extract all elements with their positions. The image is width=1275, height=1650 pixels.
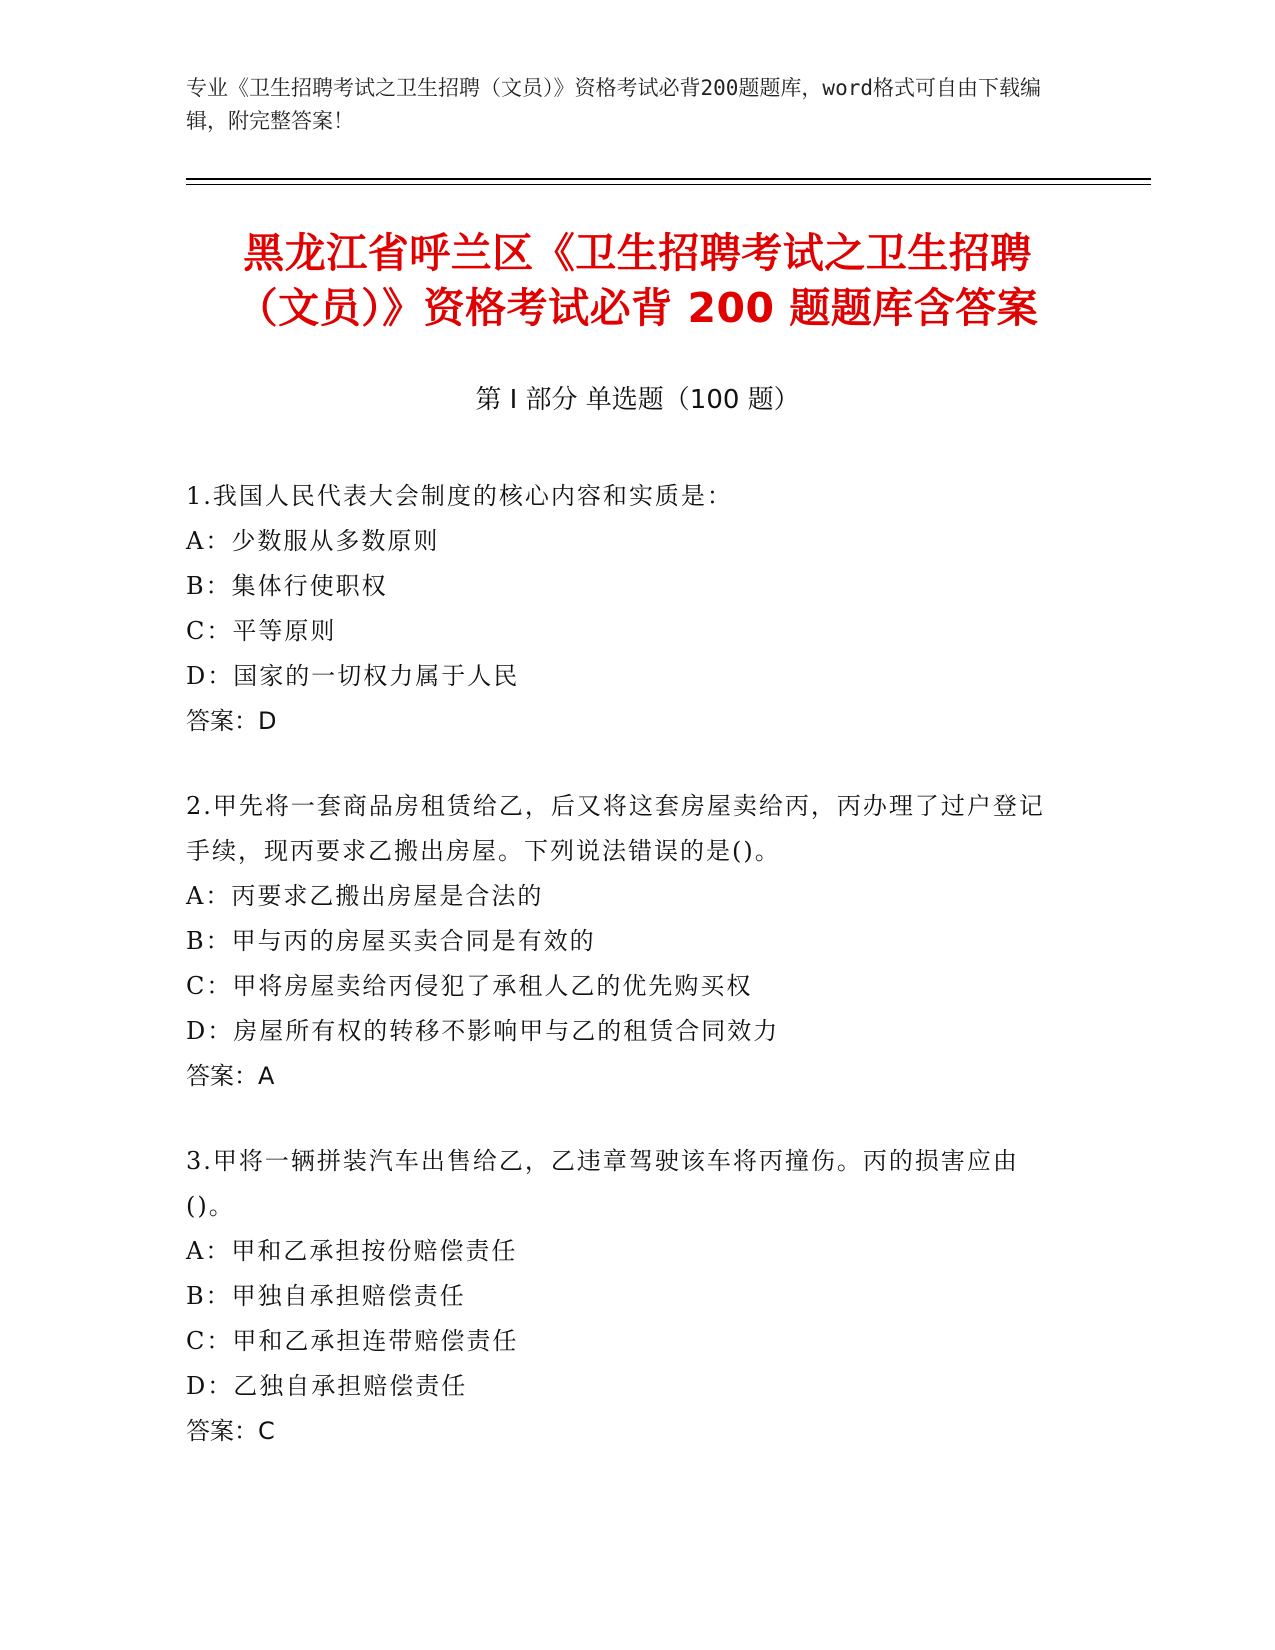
section-title: 第 I 部分 单选题（100 题） xyxy=(475,385,800,415)
option-a: A：丙要求乙搬出房屋是合法的 xyxy=(186,882,544,910)
option-b: B：甲独自承担赔偿责任 xyxy=(186,1282,466,1310)
question-1 xyxy=(186,474,1066,744)
question-stem: 3.甲将一辆拼装汽车出售给乙，乙违章驾驶该车将丙撞伤。丙的损害应由()。 xyxy=(186,1147,1019,1220)
option-c: C：平等原则 xyxy=(186,617,337,645)
option-c: C：甲将房屋卖给丙侵犯了承租人乙的优先购买权 xyxy=(186,972,753,1000)
option-b: B：甲与丙的房屋买卖合同是有效的 xyxy=(186,927,596,955)
option-c: C：甲和乙承担连带赔偿责任 xyxy=(186,1327,519,1355)
answer-label: 答案：A xyxy=(186,1062,275,1090)
answer-label: 答案：C xyxy=(186,1417,275,1445)
answer-label: 答案：D xyxy=(186,707,277,735)
question-3 xyxy=(186,1139,1066,1454)
option-a: A：甲和乙承担按份赔偿责任 xyxy=(186,1237,518,1265)
header-note: 专业《卫生招聘考试之卫生招聘（文员）》资格考试必背200题题库，word格式可自由下载编辑，附完整答案！ xyxy=(186,76,1041,133)
question-stem: 2.甲先将一套商品房租赁给乙，后又将这套房屋卖给丙，丙办理了过户登记手续，现丙要求乙搬出房屋。下列说法错误的是()。 xyxy=(186,792,1045,865)
option-d: D：国家的一切权力属于人民 xyxy=(186,662,520,690)
header-divider-thick xyxy=(186,178,1151,180)
document-title xyxy=(186,226,1089,336)
option-d: D：乙独自承担赔偿责任 xyxy=(186,1372,468,1400)
question-stem: 1.我国人民代表大会制度的核心内容和实质是： xyxy=(186,482,733,510)
question-2 xyxy=(186,784,1066,1099)
option-d: D：房屋所有权的转移不影响甲与乙的租赁合同效力 xyxy=(186,1017,780,1045)
document-title-line-1: 黑龙江省呼兰区《卫生招聘考试之卫生招聘 xyxy=(243,229,1032,277)
option-a: A：少数服从多数原则 xyxy=(186,527,440,555)
document-title-line-2: （文员）》资格考试必背 200 题题库含答案 xyxy=(236,284,1039,332)
option-b: B：集体行使职权 xyxy=(186,572,388,600)
question-list xyxy=(186,474,1066,1494)
header-divider-thin xyxy=(186,184,1151,185)
